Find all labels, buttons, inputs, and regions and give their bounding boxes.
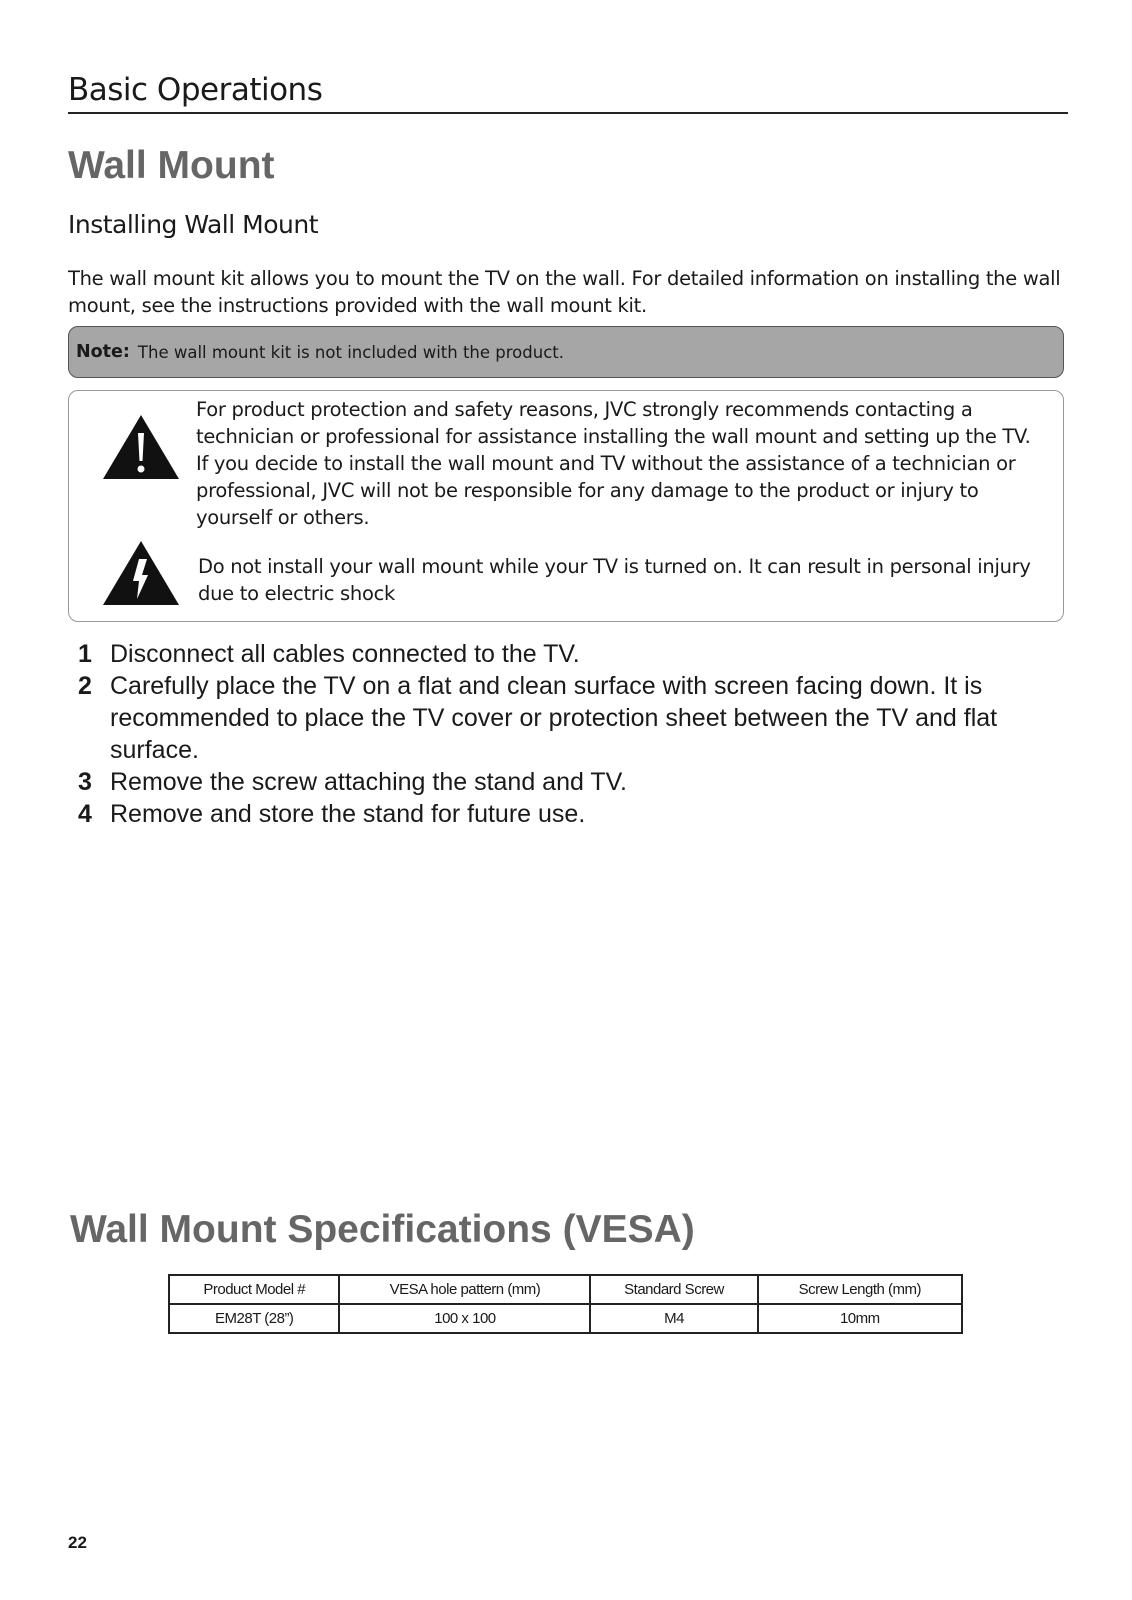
page-title: Wall Mount (68, 144, 275, 187)
step-number: 4 (78, 800, 92, 828)
step-number: 2 (78, 672, 92, 700)
section-header: Basic Operations (68, 72, 1068, 114)
installation-steps (78, 638, 1038, 830)
step-item (78, 638, 1038, 670)
table-cell: EM28T (28”) (169, 1304, 339, 1333)
safety-warning-text: For product protection and safety reasons, JVC strongly recommends contacting a technician or professional for assistance installing the wall mount and setting up the TV. If you decide to install the wall mount and TV without the assistance of a technician or professional, JVC will not be responsible for any damage to the product or injury to yourself or others. (196, 398, 1031, 529)
shock-warning-text: Do not install your wall mount while your TV is turned on. It can result in personal injury due to electric shock (198, 555, 1031, 605)
step-text: Remove the screw attaching the stand and TV. (110, 768, 627, 796)
warning-box (68, 390, 1064, 622)
column-header: VESA hole pattern (mm) (339, 1275, 590, 1304)
column-header: Product Model # (169, 1275, 339, 1304)
step-item (78, 798, 1038, 830)
note-text: The wall mount kit is not included with the product. (137, 342, 564, 362)
step-item (78, 670, 1038, 766)
step-number: 3 (78, 768, 92, 796)
caution-triangle-icon (101, 413, 181, 481)
table-row (169, 1304, 962, 1333)
step-text: Remove and store the stand for future use. (110, 800, 586, 828)
vesa-spec-table (168, 1274, 963, 1334)
note-box (68, 326, 1064, 378)
column-header: Screw Length (mm) (758, 1275, 962, 1304)
step-text: Disconnect all cables connected to the TV. (110, 640, 580, 668)
subtitle: Installing Wall Mount (68, 210, 318, 239)
note-label: Note: (76, 342, 130, 362)
table-cell: 100 x 100 (339, 1304, 590, 1333)
electric-shock-icon (101, 539, 181, 607)
specifications-title: Wall Mount Specifications (VESA) (70, 1208, 695, 1251)
step-number: 1 (78, 640, 92, 668)
page-number: 22 (68, 1533, 87, 1552)
step-text: Carefully place the TV on a flat and clean surface with screen facing down. It is recommended to place the TV cover or protection sheet between the TV and flat surface. (110, 672, 998, 764)
table-cell: M4 (590, 1304, 757, 1333)
table-cell: 10mm (758, 1304, 962, 1333)
step-item (78, 766, 1038, 798)
column-header: Standard Screw (590, 1275, 757, 1304)
table-header-row (169, 1275, 962, 1304)
intro-paragraph: The wall mount kit allows you to mount the TV on the wall. For detailed information on installing the wall mount, see the instructions provided with the wall mount kit. (68, 267, 1061, 317)
